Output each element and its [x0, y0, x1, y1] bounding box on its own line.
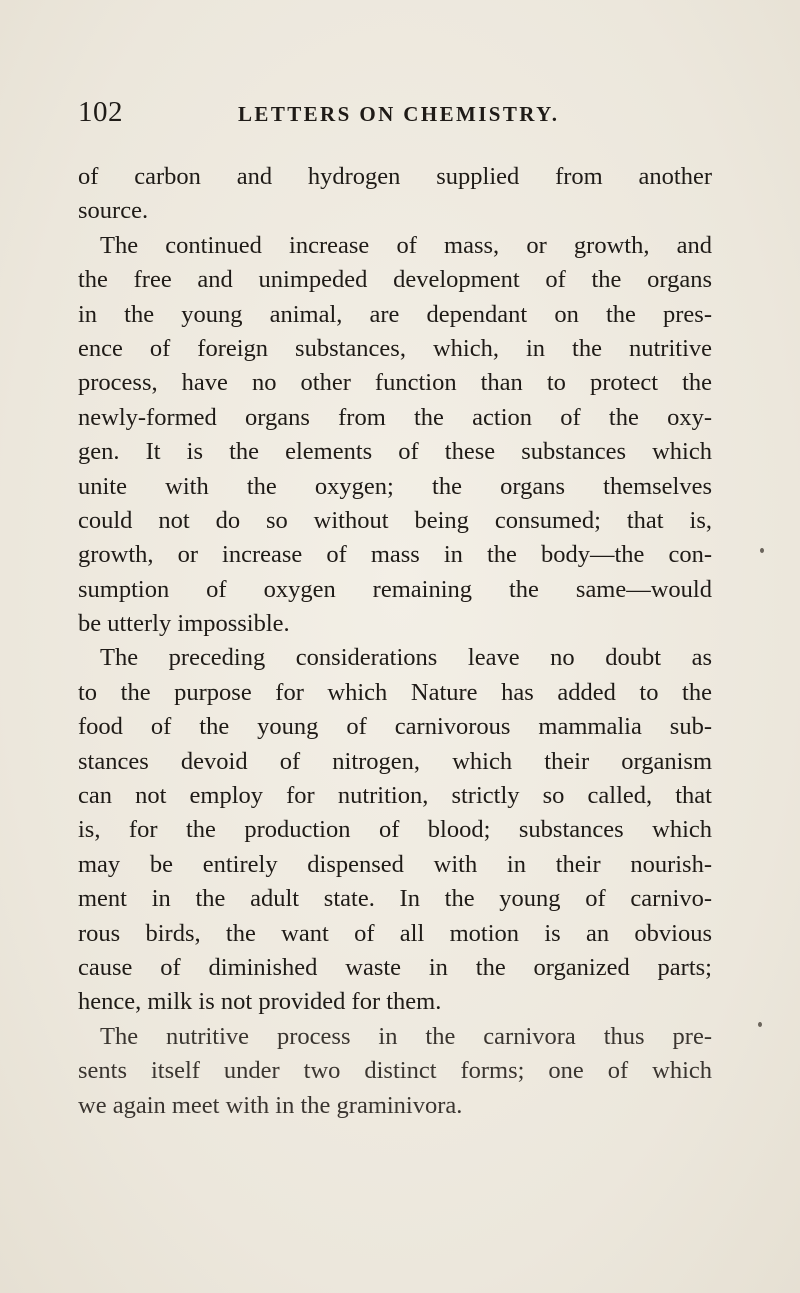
text-line: growth, or increase of mass in the body—the con-: [78, 541, 712, 569]
text-line: we again meet with in the graminivora.: [78, 1091, 463, 1119]
text-line: rous birds, the want of all motion is an obvious: [78, 919, 712, 947]
text-line: the free and unimpeded development of the organs: [78, 266, 712, 294]
running-head: [78, 92, 718, 132]
paragraph-first-line: The nutritive process in the carnivora thus pre-: [100, 1022, 712, 1050]
text-line: could not do so without being consumed; that is,: [78, 506, 712, 534]
ink-speck: [758, 1022, 762, 1027]
text-line: hence, milk is not provided for them.: [78, 988, 442, 1016]
paragraph-first-line: The continued increase of mass, or growth, and: [100, 231, 712, 259]
text-line: can not employ for nutrition, strictly so called, that: [78, 782, 712, 810]
paragraph-first-line: The preceding considerations leave no doubt as: [100, 644, 712, 672]
text-line: be utterly impossible.: [78, 610, 290, 638]
text-line: sents itself under two distinct forms; one of which: [78, 1057, 712, 1085]
text-line: process, have no other function than to protect the: [78, 369, 712, 397]
text-line: food of the young of carnivorous mammalia sub-: [78, 713, 712, 741]
text-line: is, for the production of blood; substances which: [78, 816, 712, 844]
text-line: gen. It is the elements of these substances which: [78, 438, 712, 466]
text-line: sumption of oxygen remaining the same—would: [78, 575, 712, 603]
body-text: [78, 160, 712, 1123]
text-line: may be entirely dispensed with in their nourish-: [78, 850, 712, 878]
text-line: of carbon and hydrogen supplied from another: [78, 163, 712, 190]
text-line: cause of diminished waste in the organized parts;: [78, 953, 712, 981]
text-line: source.: [78, 197, 149, 225]
ink-speck: [760, 548, 764, 553]
text-line: stances devoid of nitrogen, which their organism: [78, 747, 712, 775]
text-line: ment in the adult state. In the young of carnivo-: [78, 885, 712, 913]
text-line: unite with the oxygen; the organs themselves: [78, 472, 712, 500]
text-line: in the young animal, are dependant on the pres-: [78, 300, 712, 328]
text-line: ence of foreign substances, which, in the nutritive: [78, 334, 712, 362]
text-line: newly-formed organs from the action of the oxy-: [78, 403, 712, 431]
running-title: LETTERS ON CHEMISTRY.: [238, 102, 560, 126]
text-line: to the purpose for which Nature has added to the: [78, 678, 712, 706]
page-number: 102: [78, 96, 123, 128]
